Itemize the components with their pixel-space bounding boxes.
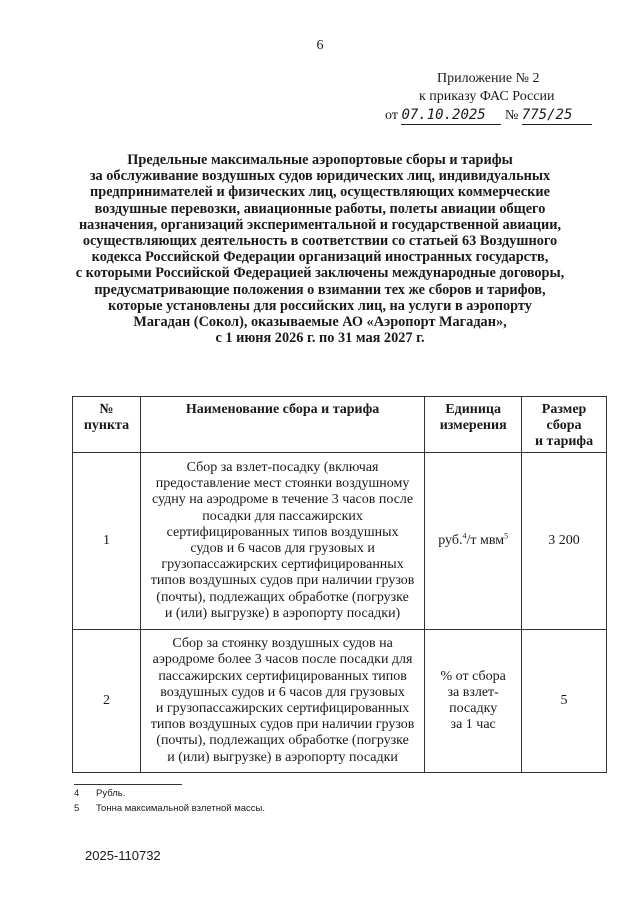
title-line: предпринимателей и физических лиц, осуществляющих коммерческие [90, 184, 550, 201]
appendix-order: к приказу ФАС России [419, 89, 555, 104]
handwritten-date: 07.10.2025 [401, 106, 501, 125]
row-name: Сбор за взлет-посадку (включая предоставление мест стоянки воздушному судну на аэродроме в течение 3 часов после посадки для пассажирских сертифицированных типов воздушных судов и 6 часов для грузовых и грузопассажирских сертифицированных типов воздушных судов при наличии грузов (почты), подлежащих обработке (погрузке и (или) выгрузке) в аэропорту посадки) [140, 453, 424, 630]
document-title [70, 152, 570, 346]
table-row [73, 630, 607, 773]
page-number: 6 [316, 38, 324, 53]
row-number: 1 [73, 453, 141, 630]
title-line: назначения, организаций экспериментальной и государственной авиации, [78, 216, 562, 233]
footnote-text: Рубль. [96, 788, 126, 799]
row-value: 3 200 [522, 453, 607, 630]
title-line: за обслуживание воздушных судов юридических лиц, индивидуальных [89, 168, 551, 185]
footnote [74, 788, 125, 799]
appendix-header [385, 70, 625, 125]
footnote-mark: 5 [74, 803, 80, 814]
table-row [73, 453, 607, 630]
row-unit: % от сбора за взлет- посадку за 1 час [425, 630, 522, 773]
title-line: которые установлены для российских лиц, на услуги в аэропорту [108, 297, 532, 314]
header-size: Размер сбора и тарифа [522, 397, 607, 453]
title-line: с 1 июня 2026 г. по 31 мая 2027 г. [215, 330, 425, 347]
row-name: Сбор за стоянку воздушных судов на аэродроме более 3 часов после посадки для пассажирских сертифицированных типов воздушных судов и 6 часов для грузовых и грузопассажирских сертифицированных типов воздушных судов при наличии грузов (почты), подлежащих обработке (погрузке и (или) выгрузке) в аэропорту посадки [140, 630, 424, 773]
title-line: кодекса Российской Федерации организаций иностранных государств, [91, 249, 549, 266]
title-line: осуществляющих деятельность в соответствии со статьей 63 Воздушного [82, 233, 558, 250]
appendix-title: Приложение № 2 [437, 71, 540, 86]
row-value: 5 [522, 630, 607, 773]
from-label: от [385, 108, 398, 123]
title-line: Магадан (Сокол), оказываемые АО «Аэропорт Магадан», [133, 314, 507, 331]
table-header-row [73, 397, 607, 453]
footnote [74, 803, 265, 814]
footnote-text: Тонна максимальной взлетной массы. [96, 803, 265, 814]
footnote-separator [74, 784, 182, 785]
header-name: Наименование сбора и тарифа [140, 397, 424, 453]
title-line: Предельные максимальные аэропортовые сборы и тарифы [127, 152, 513, 168]
title-line: воздушные перевозки, авиационные работы, полеты авиации общего [94, 200, 546, 217]
row-number: 2 [73, 630, 141, 773]
tariff-table [72, 396, 607, 773]
header-unit: Единица измерения [425, 397, 522, 453]
handwritten-number: 775/25 [522, 106, 592, 125]
title-line: с которыми Российской Федерацией заключены международные договоры, [75, 265, 565, 282]
row-unit: руб.$^4$/т мвм$^5$ [425, 453, 522, 630]
document-id: 2025-110732 [85, 848, 161, 863]
appendix-date-number [385, 106, 625, 125]
number-label: № [504, 108, 519, 123]
title-line: предусматривающие положения о взимании тех же сборов и тарифов, [94, 281, 546, 298]
footnote-mark: 4 [74, 788, 80, 799]
header-number: № пункта [73, 397, 141, 453]
